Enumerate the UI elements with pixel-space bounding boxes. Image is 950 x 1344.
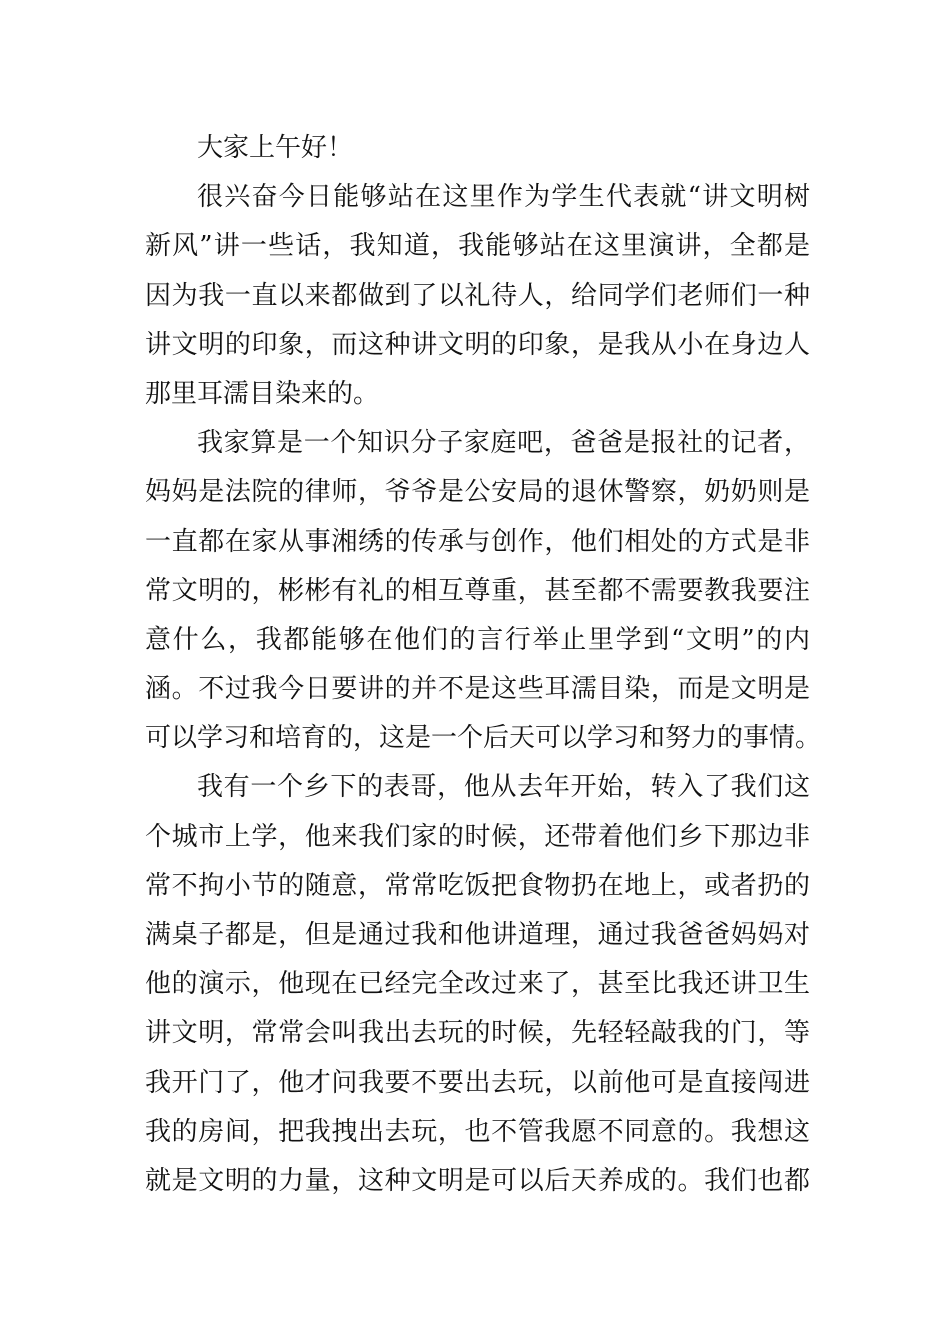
text-line: 常文明的，彬彬有礼的相互尊重，甚至都不需要教我要注	[145, 575, 810, 606]
text-line: 他的演示，他现在已经完全改过来了，甚至比我还讲卫生	[145, 969, 810, 1000]
text-line: 我的房间，把我拽出去玩，也不管我愿不同意的。我想这	[145, 1116, 810, 1147]
text-line: 讲文明的印象，而这种讲文明的印象，是我从小在身边人	[145, 329, 810, 360]
text-line: 我开门了，他才问我要不要出去玩，以前他可是直接闯进	[145, 1067, 810, 1098]
text-line: 个城市上学，他来我们家的时候，还带着他们乡下那边非	[145, 821, 810, 852]
text-line: 就是文明的力量，这种文明是可以后天养成的。我们也都	[145, 1165, 810, 1196]
text-line: 满桌子都是，但是通过我和他讲道理，通过我爸爸妈妈对	[145, 920, 810, 950]
text-line: 大家上午好！	[197, 133, 354, 163]
text-line: 意什么，我都能够在他们的言行举止里学到“文明”的内	[145, 624, 810, 655]
text-line: 妈妈是法院的律师，爷爷是公安局的退休警察，奶奶则是	[145, 477, 810, 508]
text-line: 可以学习和培育的，这是一个后天可以学习和努力的事情。	[145, 723, 822, 754]
speech-body	[145, 124, 822, 1206]
text-line: 我有一个乡下的表哥，他从去年开始，转入了我们这	[197, 772, 810, 803]
text-line: 很兴奋今日能够站在这里作为学生代表就“讲文明树	[197, 182, 810, 213]
text-line: 涵。不过我今日要讲的并不是这些耳濡目染，而是文明是	[145, 674, 810, 705]
text-line: 讲文明，常常会叫我出去玩的时候，先轻轻敲我的门，等	[145, 1018, 810, 1049]
text-line: 常不拘小节的随意，常常吃饭把食物扔在地上，或者扔的	[145, 870, 810, 901]
text-line: 我家算是一个知识分子家庭吧，爸爸是报社的记者，	[197, 428, 810, 459]
text-line: 因为我一直以来都做到了以礼待人，给同学们老师们一种	[145, 280, 810, 311]
text-line: 一直都在家从事湘绣的传承与创作，他们相处的方式是非	[145, 526, 810, 557]
text-line: 新风”讲一些话，我知道，我能够站在这里演讲，全都是	[145, 231, 810, 262]
text-line: 那里耳濡目染来的。	[145, 378, 380, 409]
